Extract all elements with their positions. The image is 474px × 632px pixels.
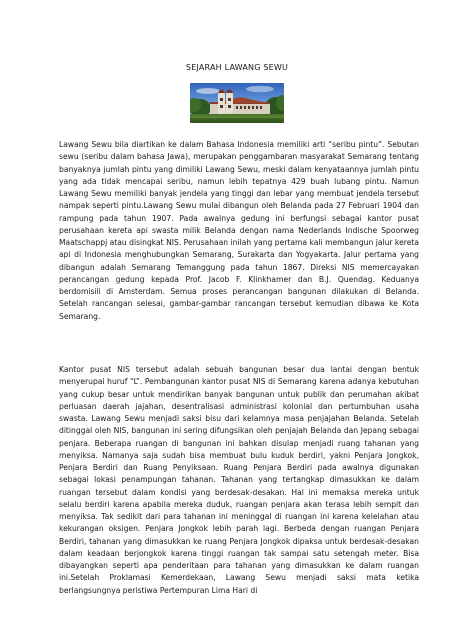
document-title: SEJARAH LAWANG SEWU <box>185 63 289 72</box>
paragraph-history-intro: Lawang Sewu bila diartikan ke dalam Bahasa Indonesia memiliki arti “seribu pintu”. Sebutan sewu (seribu dalam bahasa Jawa), merupakan penggambaran masyarakat Semarang tentang banyaknya jumlah pintu yang dimiliki Lawang Sewu, meski dalam kenyataannya jumlah pintu yang ada tidak mencapai seribu, namun lebih tepatnya 429 buah lubang pintu. Namun Lawang Sewu memiliki banyak jendela yang tinggi dan lebar yang membuat jendela tersebut nampak seperti pintu.Lawang Sewu mulai dibangun oleh Belanda pada 27 Februari 1904 dan rampung pada tahun 1907. Pada awalnya gedung ini berfungsi sebagai kantor pusat perusahaan kereta api swasta milik Belanda dengan nama Nederlands Indische Spoorweg Maatschappj atau disingkat NIS. Perusahaan inilah yang pertama kali membangun jalur kereta api di Indonesia menghubungkan Semarang, Surakarta dan Yogyakarta. Jalur pertama yang dibangun adalah Semarang Temanggung pada tahun 1867. Direksi NIS memercayakan perancangan gedung kepada Prof. Jacob F. Klinkhamer dan B.J. Quendag. Keduanya berdomisili di Amsterdam. Semua proses perancangan bangunan dilakukan di Belanda. Setelah rancangan selesai, gambar-gambar rancangan tersebut kemudian dibawa ke Kota Semarang. <box>59 140 419 321</box>
paragraph-history-nis-office: Kantor pusat NIS tersebut adalah sebuah bangunan besar dua lantai dengan bentuk menyerupai huruf “L”. Pembangunan kantor pusat NIS di Semarang karena adanya kebutuhan yang cukup besar untuk mendirikan banyak bangunan untuk publik dan perumahan akibat perluasan daerah jajahan, desentralisasi administrasi kolonial dan pertumbuhan usaha swasta. Lawang Sewu menjadi saksi bisu dari kelamnya masa penjajahan Belanda. Setelah ditinggal oleh NIS, bangunan ini sering difungsikan oleh penjajah Belanda dan Jepang sebagai penjara. Beberapa ruangan di bangunan ini bahkan disulap menjadi ruang tahanan yang menyiksa. Namanya saja sudah bisa membuat bulu kuduk berdiri, yakni Penjara Jongkok, Penjara Berdiri dan Ruang Penyiksaan. Ruang Penjara Berdiri pada awalnya digunakan sebagai lokasi penampungan tahanan. Tahanan yang tertangkap dimasukkan ke dalam ruangan tersebut dalam kondisi yang berdesak-desakan. Hal ini memaksa mereka untuk selalu berdiri karena apabila mereka duduk, ruangan penjara akan terasa lebih sempit dan menyiksa. Tak sedikit dari para tahanan ini meninggal di ruangan ini karena kelelahan atau kekurangan oksigen. Penjara Jongkok lebih parah lagi. Berbeda dengan ruangan Penjara Berdiri, tahanan yang dimasukkan ke ruang Penjara Jongkok dipaksa untuk berdesak-desakan dalam keadaan berjongkok karena tinggi ruangan tak sampai satu setengah meter. Bisa dibayangkan seperti apa penderitaan para tahanan yang dimasukkan ke dalam ruangan ini.Setelah Proklamasi Kemerdekaan, Lawang Sewu menjadi saksi mata ketika berlangsungnya peristiwa Pertempuran Lima Hari di <box>59 365 419 595</box>
lawang-sewu-building-photo <box>190 83 284 123</box>
